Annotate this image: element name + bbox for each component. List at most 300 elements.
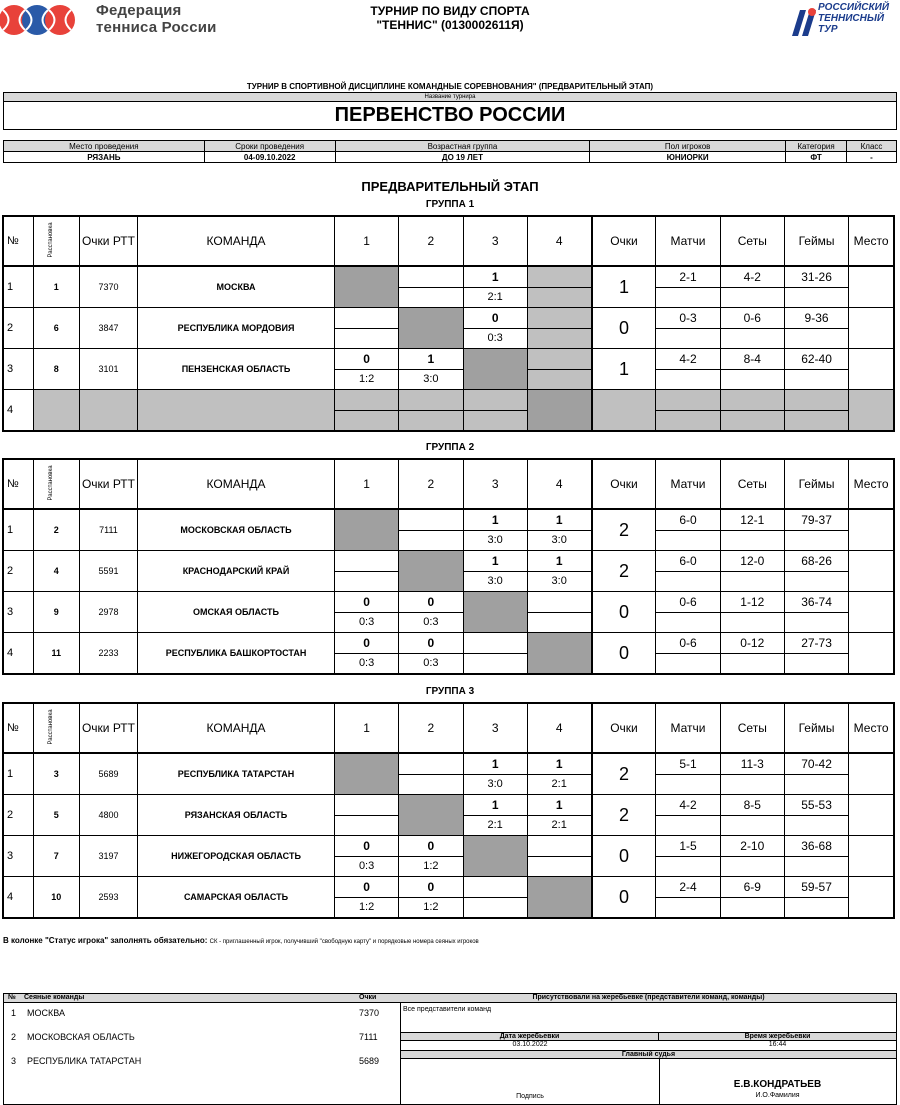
match-cell — [334, 551, 398, 592]
info-header-class: Класс — [847, 141, 897, 152]
tour-title-line2: "ТЕННИС" (0130002611Я) — [376, 18, 524, 32]
match-cell — [463, 633, 527, 675]
team-place — [849, 509, 894, 551]
match-score: 0:3 — [358, 860, 375, 873]
team-sets-value: 12-0 — [721, 551, 784, 572]
team-name: САМАРСКАЯ ОБЛАСТЬ — [138, 877, 335, 919]
match-cell — [463, 753, 527, 795]
team-sets — [720, 509, 784, 551]
self-cell — [334, 753, 398, 795]
team-sets-value: 0-12 — [721, 633, 784, 654]
games-cell — [785, 267, 848, 307]
match-win-flag — [399, 510, 462, 531]
row-number: 3 — [3, 592, 33, 633]
match-cell — [334, 633, 398, 675]
matches-cell — [656, 877, 719, 917]
match-cell — [527, 592, 591, 633]
team-games — [784, 509, 848, 551]
team-rating: 2233 — [79, 633, 137, 675]
team-row — [3, 551, 894, 592]
team-row — [3, 836, 894, 877]
team-sets-value: 12-1 — [721, 510, 784, 531]
seeded-team: МОСКВА — [27, 1008, 65, 1018]
col-header-points: Очки — [592, 216, 656, 266]
team-games — [784, 633, 848, 675]
org-name-line1: Федерация — [96, 2, 182, 19]
match-result — [528, 836, 591, 876]
team-place — [849, 836, 894, 877]
team-matches — [656, 836, 720, 877]
group-header-row — [3, 459, 894, 509]
match-result — [528, 551, 591, 591]
self-cell — [334, 509, 398, 551]
match-cell — [527, 753, 591, 795]
match-result — [464, 633, 527, 673]
match-win-flag: 1 — [464, 795, 527, 816]
match-result — [464, 510, 527, 550]
match-cell — [399, 266, 463, 308]
team-place — [849, 633, 894, 675]
match-win-flag: 0 — [335, 836, 398, 857]
match-result — [464, 308, 527, 348]
rtt-line1: РОССИЙСКИЙ — [818, 2, 890, 13]
team-sets-value: 8-5 — [721, 795, 784, 816]
tournament-info-table — [3, 140, 897, 163]
match-result — [399, 754, 462, 794]
team-place — [849, 592, 894, 633]
match-win-flag — [464, 633, 527, 654]
empty-cell — [528, 267, 591, 307]
match-score: 3:0 — [487, 778, 503, 791]
team-matches-value: 1-5 — [656, 836, 719, 857]
match-result — [464, 877, 527, 917]
team-games — [784, 551, 848, 592]
team-games — [784, 592, 848, 633]
self-cell — [463, 836, 527, 877]
team-seed: 4 — [33, 551, 79, 592]
match-score: 2:1 — [487, 819, 503, 832]
team-row — [3, 509, 894, 551]
match-win-flag — [335, 551, 398, 572]
match-cell — [334, 836, 398, 877]
match-result — [399, 592, 462, 632]
draw-info — [401, 994, 896, 1104]
team-name: РЕСПУБЛИКА ТАТАРСТАН — [138, 753, 335, 795]
match-cell — [463, 390, 527, 432]
present-text: Все представители команд — [403, 1006, 492, 1013]
group-title: ГРУППА 2 — [425, 442, 475, 453]
team-name: РЯЗАНСКАЯ ОБЛАСТЬ — [138, 795, 335, 836]
team-games-value: 36-74 — [785, 592, 848, 613]
match-result — [399, 510, 462, 550]
self-cell — [399, 308, 463, 349]
info-dates: 04-09.10.2022 — [204, 152, 335, 163]
team-seed: 3 — [33, 753, 79, 795]
team-games-value: 70-42 — [785, 754, 848, 775]
team-matches — [656, 551, 720, 592]
match-score: 3:0 — [551, 575, 567, 588]
team-matches — [656, 390, 720, 432]
note-text: СК - приглашенный игрок, получивший "свободную карту" и порядковые номера сеяных игроков — [209, 939, 479, 945]
team-matches — [656, 266, 720, 308]
team-sets — [720, 349, 784, 390]
match-cell — [399, 877, 463, 919]
row-number: 3 — [3, 349, 33, 390]
team-games — [784, 836, 848, 877]
col-header-seed — [33, 703, 79, 753]
seed-header-label: Расстановка — [47, 222, 54, 258]
team-games-value: 31-26 — [785, 267, 848, 288]
team-row — [3, 877, 894, 919]
self-cell — [527, 633, 591, 675]
row-number: 3 — [3, 836, 33, 877]
group-title: ГРУППА 1 — [425, 199, 475, 210]
match-result — [464, 551, 527, 591]
matches-cell — [656, 349, 719, 389]
match-cell — [399, 836, 463, 877]
matches-cell — [656, 308, 719, 348]
team-points: 0 — [592, 592, 656, 633]
match-score — [399, 531, 462, 551]
match-cell — [334, 308, 398, 349]
col-header-opponent-3: 3 — [463, 459, 527, 509]
col-header-sets: Сеты — [720, 459, 784, 509]
match-cell — [463, 551, 527, 592]
row-number: 4 — [3, 390, 33, 432]
team-rating — [79, 390, 137, 432]
team-matches-value: 0-6 — [656, 633, 719, 654]
match-result — [335, 877, 398, 917]
sets-cell — [721, 349, 784, 389]
team-name: РЕСПУБЛИКА БАШКОРТОСТАН — [138, 633, 335, 675]
seeded-header — [4, 994, 401, 1003]
row-number: 1 — [3, 266, 33, 308]
status-note — [3, 936, 479, 945]
matches-cell — [656, 633, 719, 673]
match-score: 1:2 — [423, 860, 439, 873]
match-cell — [463, 308, 527, 349]
team-games — [784, 877, 848, 919]
col-header-points: Очки — [592, 459, 656, 509]
match-cell — [399, 390, 463, 432]
team-matches-value: 0-3 — [656, 308, 719, 329]
team-games — [784, 795, 848, 836]
team-row — [3, 266, 894, 308]
games-cell — [785, 633, 848, 673]
team-sets — [720, 308, 784, 349]
col-header-matches: Матчи — [656, 703, 720, 753]
seeded-header-num: № — [8, 994, 16, 1001]
seeded-points: 7111 — [359, 1032, 378, 1042]
draw-date-header: Дата жеребьевки — [401, 1032, 659, 1041]
team-sets-value: 11-3 — [721, 754, 784, 775]
col-header-points: Очки — [592, 703, 656, 753]
match-win-flag: 1 — [528, 795, 591, 816]
match-result — [335, 592, 398, 632]
col-header-opponent-2: 2 — [399, 703, 463, 753]
info-header-row — [4, 141, 897, 152]
match-cell — [463, 795, 527, 836]
games-cell — [785, 592, 848, 632]
team-seed: 6 — [33, 308, 79, 349]
team-games — [784, 266, 848, 308]
info-header-gender: Пол игроков — [590, 141, 786, 152]
team-games — [784, 753, 848, 795]
team-points: 0 — [592, 308, 656, 349]
col-header-opponent-3: 3 — [463, 216, 527, 266]
match-win-flag — [335, 308, 398, 329]
team-place — [849, 551, 894, 592]
present-header: Присутствовали на жеребьевке (представители команд, команды) — [401, 994, 896, 1003]
match-cell — [334, 877, 398, 919]
match-win-flag: 0 — [464, 308, 527, 329]
team-place — [849, 349, 894, 390]
team-points: 1 — [592, 349, 656, 390]
match-result — [335, 349, 398, 389]
match-win-flag: 0 — [399, 836, 462, 857]
match-score — [528, 613, 591, 633]
match-cell — [527, 349, 591, 390]
info-header-venue: Место проведения — [4, 141, 205, 152]
sets-cell — [721, 390, 784, 430]
col-header-team: КОМАНДА — [138, 703, 335, 753]
match-score: 3:0 — [487, 534, 503, 547]
match-result — [335, 551, 398, 591]
games-cell — [785, 754, 848, 794]
match-score — [335, 329, 398, 349]
team-sets — [720, 877, 784, 919]
team-seed: 9 — [33, 592, 79, 633]
team-sets-value — [721, 390, 784, 411]
team-matches — [656, 592, 720, 633]
group-header-row — [3, 703, 894, 753]
team-games-value: 79-37 — [785, 510, 848, 531]
team-games-value: 62-40 — [785, 349, 848, 370]
match-cell — [399, 509, 463, 551]
games-cell — [785, 308, 848, 348]
team-matches-value: 6-0 — [656, 551, 719, 572]
match-cell — [399, 592, 463, 633]
match-win-flag: 1 — [399, 349, 462, 370]
seeded-team: МОСКОВСКАЯ ОБЛАСТЬ — [27, 1032, 135, 1042]
col-header-team: КОМАНДА — [138, 216, 335, 266]
match-result — [464, 754, 527, 794]
team-rating: 4800 — [79, 795, 137, 836]
match-result — [464, 267, 527, 307]
games-cell — [785, 551, 848, 591]
match-win-flag: 1 — [528, 754, 591, 775]
team-games-value: 36-68 — [785, 836, 848, 857]
team-matches — [656, 877, 720, 919]
rtt-emblem-icon — [790, 6, 818, 38]
tennis-balls-icon — [0, 2, 80, 38]
match-score: 0:3 — [423, 616, 439, 629]
team-games — [784, 390, 848, 432]
team-rating: 7111 — [79, 509, 137, 551]
team-matches — [656, 795, 720, 836]
seeded-teams — [4, 994, 401, 1104]
team-place — [849, 877, 894, 919]
col-header-opponent-4: 4 — [527, 459, 591, 509]
col-header-opponent-3: 3 — [463, 703, 527, 753]
sets-cell — [721, 795, 784, 835]
referee-name: Е.В.КОНДРАТЬЕВ — [733, 1079, 822, 1090]
match-win-flag — [399, 754, 462, 775]
self-cell — [334, 266, 398, 308]
team-matches-value: 4-2 — [656, 795, 719, 816]
group-table — [2, 702, 895, 919]
match-cell — [527, 551, 591, 592]
match-result — [399, 836, 462, 876]
col-header-games: Геймы — [784, 703, 848, 753]
match-cell — [399, 753, 463, 795]
games-cell — [785, 795, 848, 835]
match-win-flag: 1 — [464, 551, 527, 572]
draw-time-header: Время жеребьевки — [659, 1032, 896, 1041]
info-class: - — [847, 152, 897, 163]
match-cell — [527, 308, 591, 349]
sets-cell — [721, 592, 784, 632]
match-score — [528, 857, 591, 877]
match-score: 3:0 — [423, 373, 439, 386]
signature-label: Подпись — [516, 1093, 544, 1100]
info-category: ФТ — [786, 152, 847, 163]
col-header-place: Место — [849, 703, 894, 753]
team-sets — [720, 390, 784, 432]
tour-title-line1: ТУРНИР ПО ВИДУ СПОРТА — [370, 4, 530, 18]
team-row — [3, 390, 894, 432]
team-name — [138, 390, 335, 432]
federation-logo — [0, 0, 240, 40]
team-name: ОМСКАЯ ОБЛАСТЬ — [138, 592, 335, 633]
team-sets — [720, 266, 784, 308]
team-rating: 2978 — [79, 592, 137, 633]
match-score: 1:2 — [423, 901, 439, 914]
match-win-flag: 0 — [335, 877, 398, 898]
tournament-name: ПЕРВЕНСТВО РОССИИ — [3, 102, 897, 130]
team-row — [3, 308, 894, 349]
col-header-opponent-2: 2 — [399, 459, 463, 509]
match-score: 2:1 — [487, 291, 503, 304]
team-place — [849, 266, 894, 308]
team-name: МОСКОВСКАЯ ОБЛАСТЬ — [138, 509, 335, 551]
team-place — [849, 753, 894, 795]
match-result — [399, 349, 462, 389]
self-cell — [399, 795, 463, 836]
sets-cell — [721, 308, 784, 348]
seeded-num: 2 — [11, 1032, 17, 1042]
seeded-num: 3 — [11, 1056, 17, 1066]
match-cell — [527, 836, 591, 877]
team-matches-value: 4-2 — [656, 349, 719, 370]
col-header-num: № — [3, 703, 33, 753]
team-row — [3, 795, 894, 836]
match-score: 0:3 — [358, 616, 375, 629]
match-score: 0:3 — [487, 332, 503, 345]
team-name: ПЕНЗЕНСКАЯ ОБЛАСТЬ — [138, 349, 335, 390]
team-seed: 10 — [33, 877, 79, 919]
team-points: 0 — [592, 633, 656, 675]
match-result — [464, 795, 527, 835]
team-seed: 8 — [33, 349, 79, 390]
games-cell — [785, 349, 848, 389]
team-seed: 7 — [33, 836, 79, 877]
match-win-flag: 0 — [399, 592, 462, 613]
team-games-value: 68-26 — [785, 551, 848, 572]
self-cell — [399, 551, 463, 592]
match-score: 3:0 — [551, 534, 567, 547]
team-matches-value: 2-4 — [656, 877, 719, 898]
sets-cell — [721, 510, 784, 550]
draw-date: 03.10.2022 — [512, 1041, 548, 1048]
empty-cell — [335, 390, 398, 430]
row-number: 1 — [3, 753, 33, 795]
col-header-rating: Очки РТТ — [79, 703, 137, 753]
team-name: НИЖЕГОРОДСКАЯ ОБЛАСТЬ — [138, 836, 335, 877]
team-rating: 5689 — [79, 753, 137, 795]
sets-cell — [721, 754, 784, 794]
page-header — [0, 0, 900, 50]
team-row — [3, 753, 894, 795]
seeded-header-points: Очки — [359, 994, 377, 1001]
seeded-points: 5689 — [359, 1056, 380, 1066]
match-win-flag — [528, 836, 591, 857]
sets-cell — [721, 551, 784, 591]
team-sets — [720, 633, 784, 675]
col-header-rating: Очки РТТ — [79, 459, 137, 509]
match-result — [335, 308, 398, 348]
match-result — [528, 795, 591, 835]
match-score: 2:1 — [551, 819, 567, 832]
stage-title: ПРЕДВАРИТЕЛЬНЫЙ ЭТАП — [361, 179, 539, 194]
match-result — [528, 754, 591, 794]
team-place — [849, 390, 894, 432]
team-rating: 7370 — [79, 266, 137, 308]
team-sets-value: 6-9 — [721, 877, 784, 898]
draw-time: 16:44 — [768, 1041, 787, 1048]
team-seed: 2 — [33, 509, 79, 551]
match-cell — [399, 633, 463, 675]
team-row — [3, 349, 894, 390]
team-games-value: 27-73 — [785, 633, 848, 654]
match-win-flag — [464, 877, 527, 898]
empty-cell — [464, 390, 527, 430]
games-cell — [785, 390, 848, 430]
games-cell — [785, 510, 848, 550]
team-sets — [720, 551, 784, 592]
match-cell — [527, 509, 591, 551]
team-matches-value: 0-6 — [656, 592, 719, 613]
team-sets-value: 1-12 — [721, 592, 784, 613]
col-header-num: № — [3, 459, 33, 509]
team-name: КРАСНОДАРСКИЙ КРАЙ — [138, 551, 335, 592]
team-rating: 2593 — [79, 877, 137, 919]
team-row — [3, 633, 894, 675]
seeded-header-team: Сеяные команды — [24, 994, 85, 1001]
match-score — [399, 775, 462, 795]
col-header-place: Место — [849, 216, 894, 266]
games-cell — [785, 877, 848, 917]
group-title: ГРУППА 3 — [425, 686, 475, 697]
col-header-team: КОМАНДА — [138, 459, 335, 509]
team-seed — [33, 390, 79, 432]
match-cell — [334, 795, 398, 836]
games-cell — [785, 836, 848, 876]
team-sets-value: 4-2 — [721, 267, 784, 288]
discipline-title: ТУРНИР В СПОРТИВНОЙ ДИСЦИПЛИНЕ КОМАНДНЫЕ СОРЕВНОВАНИЯ" (ПРЕДВАРИТЕЛЬНЫЙ ЭТАП) — [246, 82, 654, 91]
col-header-games: Геймы — [784, 459, 848, 509]
seed-header-label: Расстановка — [47, 465, 54, 501]
